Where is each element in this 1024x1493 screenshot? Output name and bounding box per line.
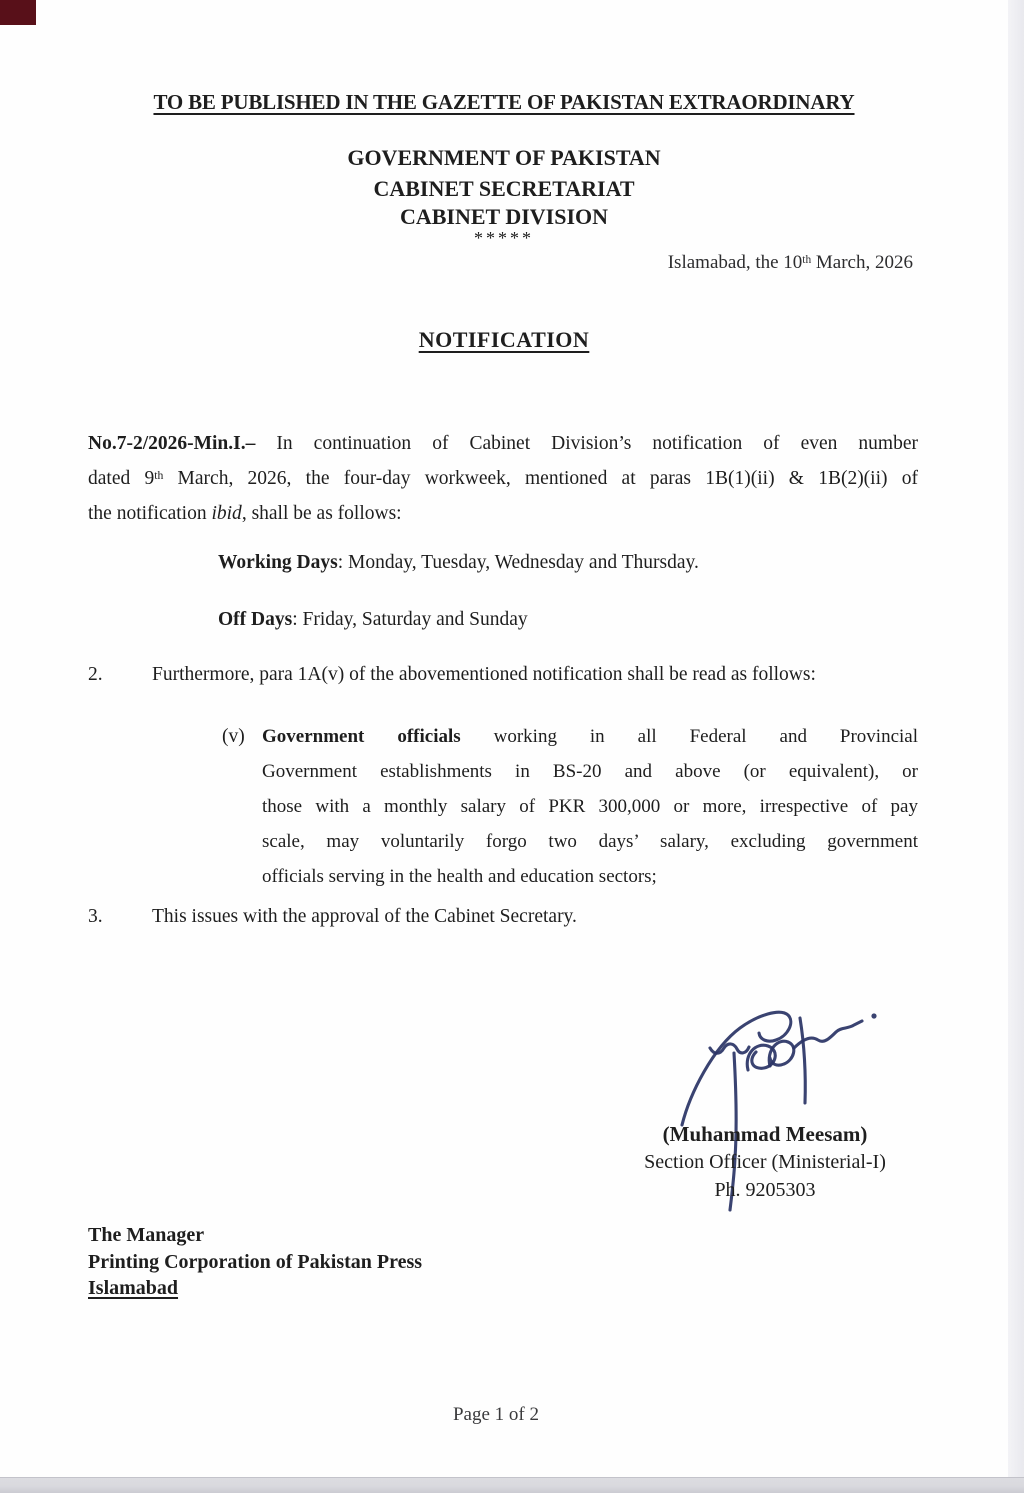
corner-mark <box>0 0 36 25</box>
scan-edge-right <box>1008 0 1024 1477</box>
addressee-organization: Printing Corporation of Pakistan Press <box>88 1250 423 1273</box>
off-days-line <box>218 609 528 631</box>
scan-edge-bottom <box>0 1477 1024 1493</box>
para-2-text: Furthermore, para 1A(v) of the abovementioned notification shall be read as follows: <box>152 664 816 685</box>
signature-block <box>600 1120 930 1204</box>
para-3 <box>88 906 918 928</box>
para-reference-line-3 <box>88 496 918 531</box>
org-line-government: GOVERNMENT OF PAKISTAN <box>347 145 661 170</box>
clause-v-line-2: Government establishments in BS-20 and above (or equivalent), or <box>262 761 918 782</box>
notification-title: NOTIFICATION <box>418 327 590 352</box>
org-line-division: CABINET DIVISION <box>399 204 609 229</box>
para-reference-text-1: In continuation of Cabinet Division’s notification of even number <box>255 433 918 454</box>
off-days-label: Off Days <box>218 609 293 630</box>
org-line-secretariat: CABINET SECRETARIAT <box>373 176 635 201</box>
para-3-text: This issues with the approval of the Cabinet Secretary. <box>152 906 577 927</box>
dateline-ordinal: th <box>802 253 812 266</box>
para-2 <box>88 664 918 686</box>
reference-number: No.7-2/2026-Min.I.– <box>88 433 256 454</box>
para-2-number: 2. <box>88 664 103 685</box>
signer-name: (Muhammad Meesam) <box>662 1122 868 1146</box>
dateline-text: Islamabad, the 10 <box>667 252 803 273</box>
signer-designation: Section Officer (Ministerial-I) <box>644 1151 886 1173</box>
working-days-value: : Monday, Tuesday, Wednesday and Thursday. <box>337 552 699 573</box>
page-number: Page 1 of 2 <box>452 1404 539 1425</box>
clause-v-body <box>262 719 918 894</box>
addressee-block <box>88 1222 422 1302</box>
para-reference-line-2 <box>88 461 918 496</box>
ibid-italic: ibid <box>211 503 242 524</box>
para-reference-text-3: March, 2026, the four-day workweek, mentioned at paras 1B(1)(ii) & 1B(2)(ii) of <box>163 468 918 489</box>
working-days-label: Working Days <box>218 552 338 573</box>
off-days-value: : Friday, Saturday and Sunday <box>292 609 528 630</box>
clause-v-line-3: those with a monthly salary of PKR 300,000 or more, irrespective of pay <box>262 796 918 817</box>
para-reference-line-1 <box>88 426 918 461</box>
clause-v-marker: (v) <box>222 726 245 747</box>
working-days-line <box>218 552 699 574</box>
dateline-rest: March, 2026 <box>811 252 913 273</box>
dateline <box>668 252 913 274</box>
signer-phone: Ph. 9205303 <box>714 1179 816 1201</box>
para-reference-text-2: dated 9 <box>88 468 155 489</box>
addressee-title: The Manager <box>88 1224 205 1246</box>
star-separator: ***** <box>474 228 534 248</box>
clause-v-line-1 <box>262 719 918 754</box>
para-reference <box>88 426 918 531</box>
clause-v-text-1: working in all Federal and Provincial <box>460 726 919 747</box>
gazette-heading: TO BE PUBLISHED IN THE GAZETTE OF PAKISTAN EXTRAORDINARY <box>153 90 855 114</box>
para-reference-text-5: , shall be as follows: <box>241 503 402 524</box>
date-ordinal: th <box>154 468 164 482</box>
para-reference-text-4: the notification <box>88 503 212 524</box>
clause-v-line-4: scale, may voluntarily forgo two days’ salary, excluding government <box>262 831 918 852</box>
clause-v-bold: Government officials <box>262 726 461 747</box>
clause-v-line-5: officials serving in the health and education sectors; <box>262 866 657 887</box>
addressee-city: Islamabad <box>88 1277 179 1299</box>
para-3-number: 3. <box>88 906 103 927</box>
